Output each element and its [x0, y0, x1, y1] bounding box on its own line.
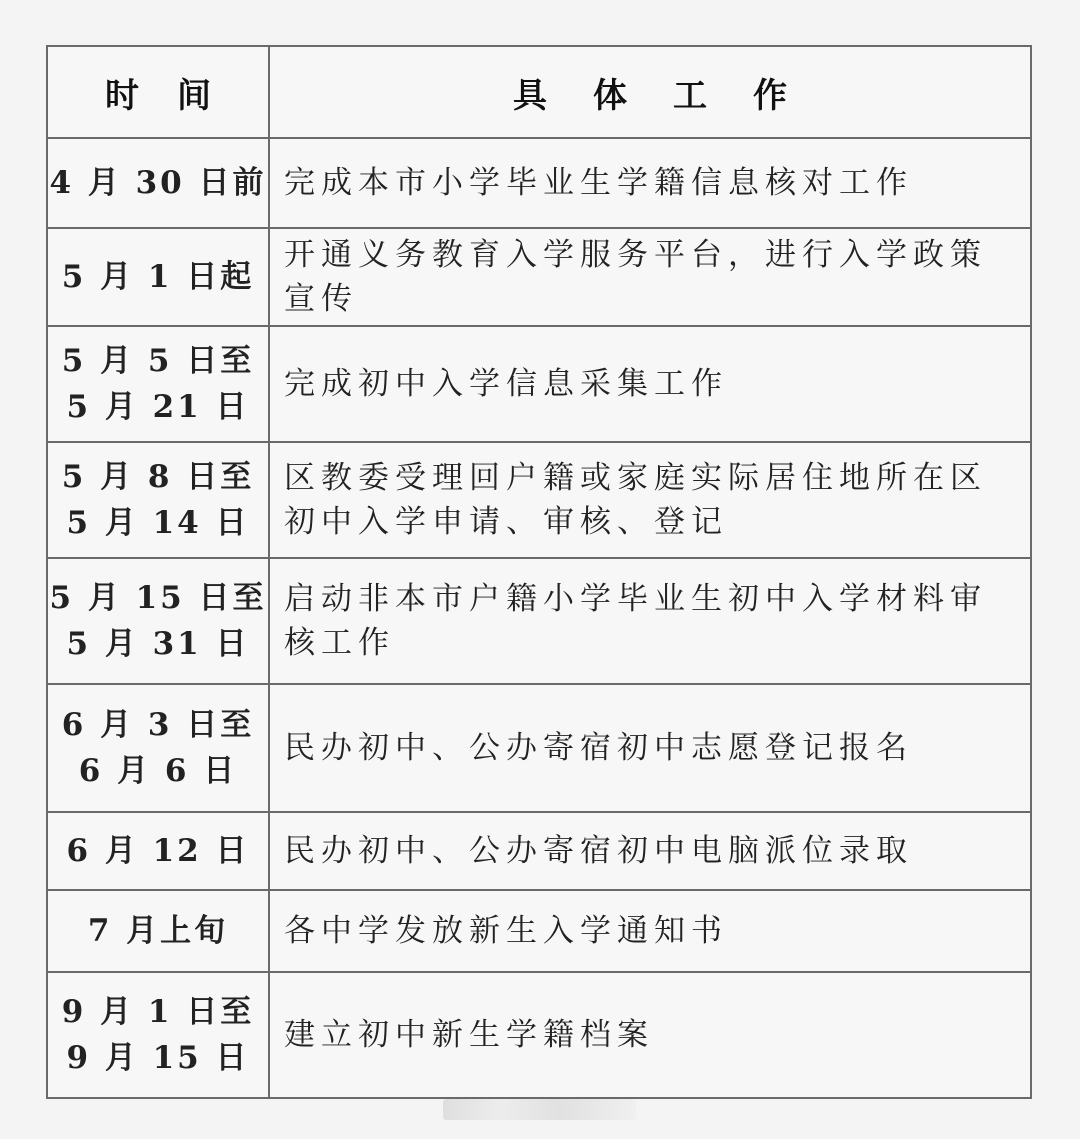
- time-cell: 5 月 5 日至 5 月 21 日: [47, 326, 269, 442]
- table-row: [47, 812, 1031, 890]
- time-cell: 6 月 3 日至 6 月 6 日: [47, 684, 269, 812]
- time-cell: 5 月 8 日至 5 月 14 日: [47, 442, 269, 558]
- time-cell: 7 月上旬: [47, 890, 269, 972]
- work-cell: 区教委受理回户籍或家庭实际居住地所在区初中入学申请、审核、登记: [269, 442, 1031, 558]
- table-row: [47, 558, 1031, 684]
- table-row: [47, 326, 1031, 442]
- table-row: [47, 442, 1031, 558]
- table-row: [47, 684, 1031, 812]
- table-header-row: [47, 46, 1031, 138]
- work-cell: 开通义务教育入学服务平台，进行入学政策宣传: [269, 228, 1031, 326]
- time-cell: 6 月 12 日: [47, 812, 269, 890]
- table-row: [47, 972, 1031, 1098]
- work-cell: 完成本市小学毕业生学籍信息核对工作: [269, 138, 1031, 228]
- work-cell: 启动非本市户籍小学毕业生初中入学材料审核工作: [269, 558, 1031, 684]
- bottom-blur-strip: [443, 1099, 636, 1120]
- header-work: 具体工作: [269, 46, 1031, 138]
- time-cell: 5 月 15 日至 5 月 31 日: [47, 558, 269, 684]
- work-cell: 建立初中新生学籍档案: [269, 972, 1031, 1098]
- table-row: [47, 890, 1031, 972]
- table-row: [47, 138, 1031, 228]
- header-time: 时间: [47, 46, 269, 138]
- time-cell: 5 月 1 日起: [47, 228, 269, 326]
- work-cell: 完成初中入学信息采集工作: [269, 326, 1031, 442]
- time-cell: 4 月 30 日前: [47, 138, 269, 228]
- table-row: [47, 228, 1031, 326]
- work-cell: 各中学发放新生入学通知书: [269, 890, 1031, 972]
- work-cell: 民办初中、公办寄宿初中电脑派位录取: [269, 812, 1031, 890]
- enrollment-schedule-table: [46, 45, 1032, 1099]
- time-cell: 9 月 1 日至 9 月 15 日: [47, 972, 269, 1098]
- work-cell: 民办初中、公办寄宿初中志愿登记报名: [269, 684, 1031, 812]
